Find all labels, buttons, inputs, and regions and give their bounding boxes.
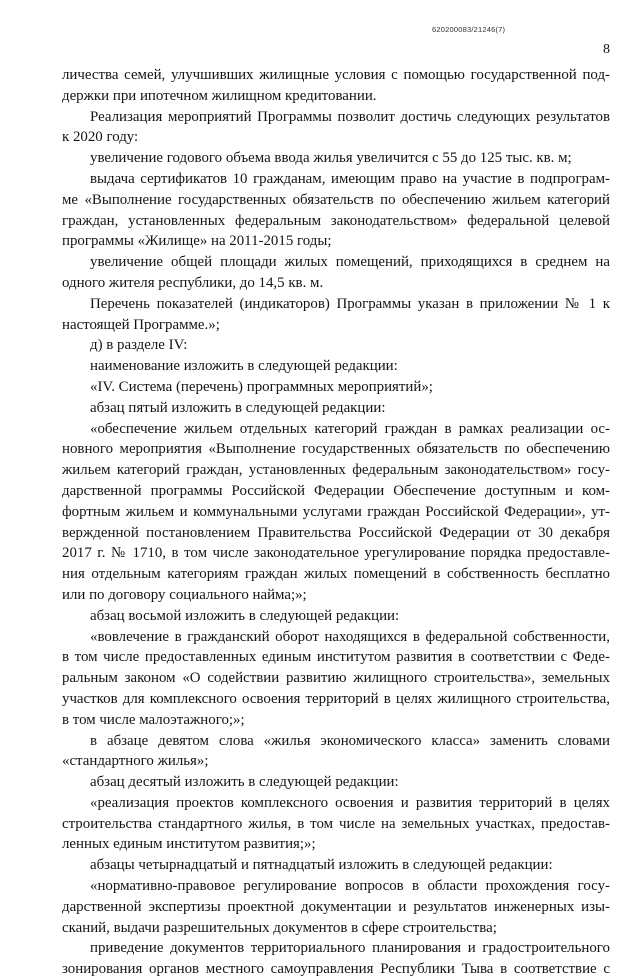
text-line: настоящей Программе.»; (62, 316, 220, 333)
text-line: или по договору социального найма;»; (62, 586, 307, 603)
document-body (62, 65, 610, 980)
text-line: вержденной постановлением Правительства Российской Федерации от 30 декабря (62, 524, 610, 541)
text-line: «IV. Система (перечень) программных мероприятий»; (90, 378, 433, 395)
text-line: держки при ипотечном жилищном кредитовании. (62, 87, 377, 104)
text-line: абзац восьмой изложить в следующей редакции: (90, 607, 400, 624)
text-line: «реализация проектов комплексного освоения и развития территорий в целях (90, 794, 610, 811)
text-line: Реализация мероприятий Программы позволит достичь следующих результатов (90, 108, 610, 125)
text-line: к 2020 году: (62, 129, 139, 146)
page-number: 8 (603, 42, 610, 57)
text-line: «обеспечение жильем отдельных категорий граждан в рамках реализации ос- (90, 420, 610, 437)
text-line: наименование изложить в следующей редакции: (90, 358, 398, 375)
text-line: абзацы четырнадцатый и пятнадцатый изложить в следующей редакции: (90, 857, 553, 874)
text-line: личества семей, улучшивших жилищные условия с помощью государственной под- (62, 67, 610, 83)
text-line: абзац пятый изложить в следующей редакции: (90, 399, 386, 416)
text-line: жильем категорий граждан, установленных федеральным законодательством» госу- (62, 462, 610, 479)
text-line: увеличение годового объема ввода жилья увеличится с 55 до 125 тыс. кв. м; (90, 150, 572, 167)
text-line: ме «Выполнение государственных обязательств по обеспечению жильем категорий (62, 191, 610, 208)
text-line: дарственной экспертизы проектной документации и результатов инженерных изы- (62, 898, 610, 915)
text-line: «стандартного жилья»; (62, 753, 209, 770)
text-line: зонирования органов местного самоуправления Республики Тыва в соответствие с (62, 961, 610, 978)
text-line: строительства стандартного жилья, в том числе на земельных участках, предостав- (62, 815, 610, 832)
text-line: выдача сертификатов 10 гражданам, имеющим право на участие в подпрограм- (90, 170, 610, 187)
text-line: одного жителя республики, до 14,5 кв. м. (62, 274, 324, 291)
text-line: ленных единым институтом развития;»; (62, 836, 316, 853)
text-line: программы «Жилище» на 2011-2015 годы; (62, 233, 332, 250)
text-line: ральным законом «О содействии развитию жилищного строительства», земельных (62, 670, 610, 687)
text-line: абзац десятый изложить в следующей редакции: (90, 774, 399, 791)
text-line: «нормативно-правовое регулирование вопросов в области прохождения госу- (90, 878, 610, 895)
document-code: 620200083/21246(7) (432, 25, 506, 34)
text-line: сканий, выдачи разрешительных документов в сфере строительства; (62, 919, 497, 936)
text-line: в том числе малоэтажного;»; (62, 711, 245, 728)
text-line: новного мероприятия «Выполнение государственных обязательств по обеспечению (62, 441, 610, 458)
text-line: д) в разделе IV: (90, 337, 188, 354)
text-line: ния отдельным категориям граждан жилых помещений в собственность бесплатно (62, 566, 610, 583)
text-line: в абзаце девятом слова «жилья экономического класса» заменить словами (90, 732, 610, 749)
text-line: 2017 г. № 1710, в том числе законодательное урегулирование порядка предоставле- (62, 545, 610, 562)
text-line: «вовлечение в гражданский оборот находящихся в федеральной собственности, (90, 628, 610, 645)
text-line: увеличение общей площади жилых помещений, приходящихся в среднем на (90, 254, 610, 271)
text-line: дарственной программы Российской Федерации Обеспечение доступным и ком- (62, 482, 610, 499)
text-line: участков для комплексного освоения территорий в целях жилищного строительства, (62, 690, 610, 707)
text-line: Перечень показателей (индикаторов) Программы указан в приложении № 1 к (90, 295, 610, 312)
text-line: фортным жильем и коммунальными услугами граждан Российской Федерации», ут- (62, 503, 610, 520)
text-line: в том числе предоставленных единым институтом развития в соответствии с Феде- (62, 649, 610, 666)
text-line: приведение документов территориального планирования и градостроительного (90, 940, 610, 957)
text-line: граждан, установленных федеральным законодательством» федеральной целевой (62, 212, 610, 229)
